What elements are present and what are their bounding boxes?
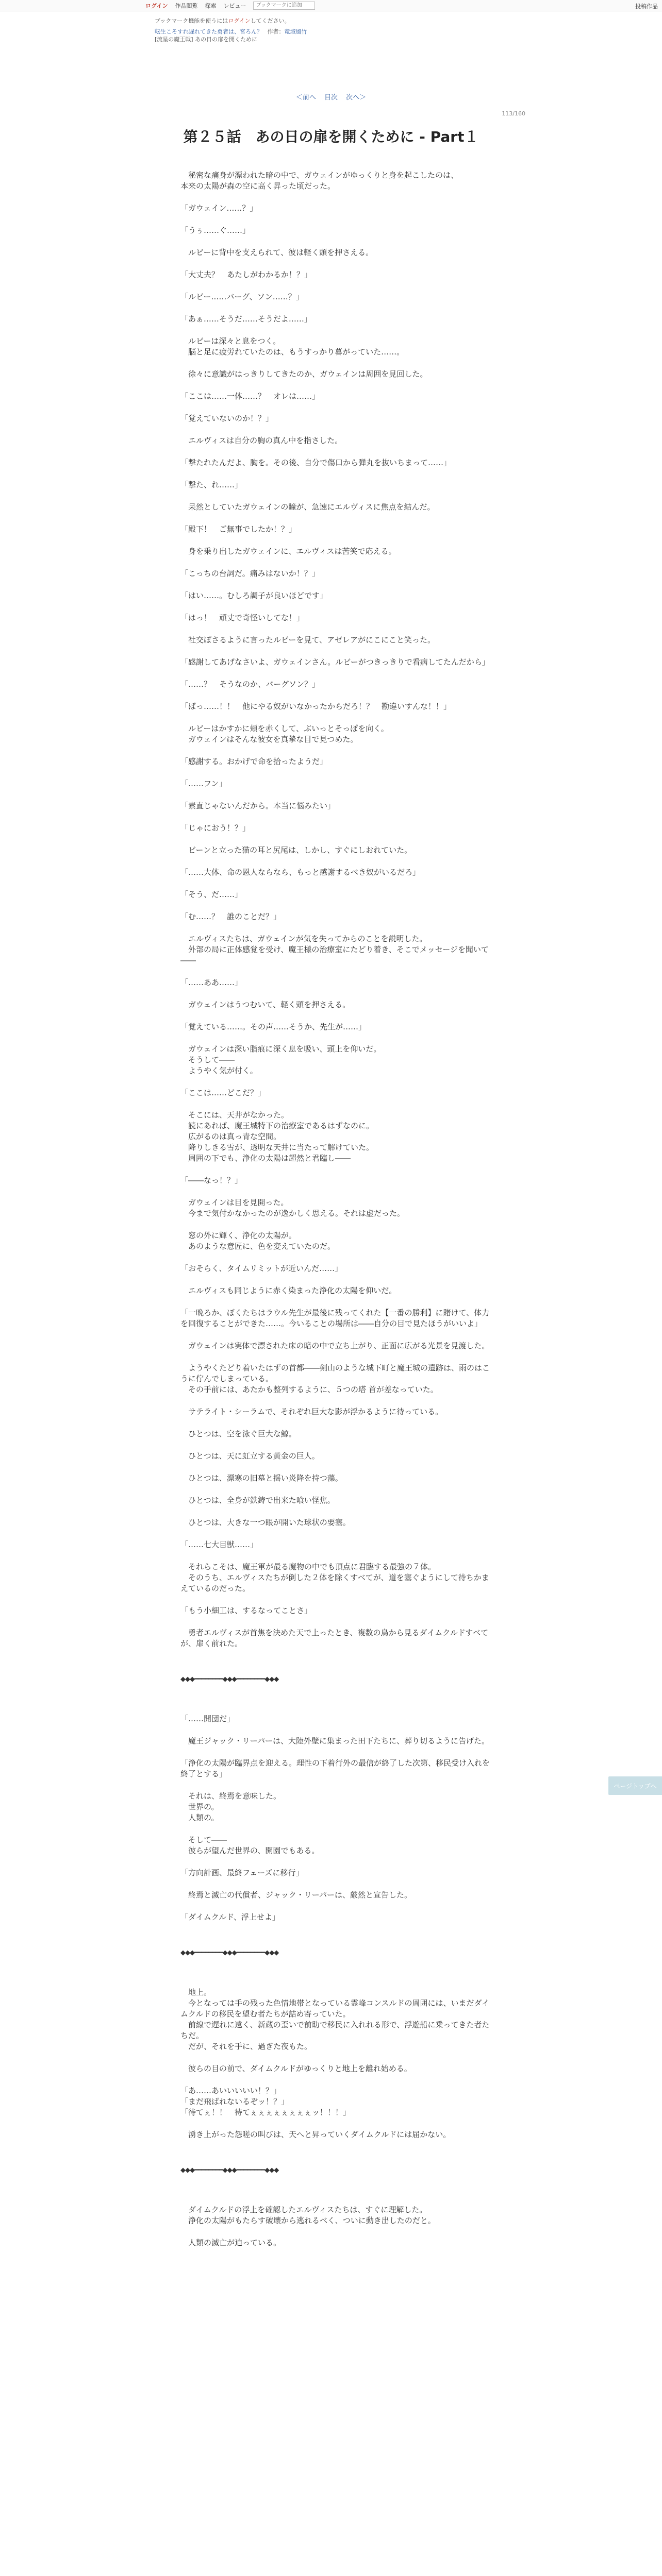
note-login-link[interactable]: ログイン: [228, 18, 251, 24]
body-paragraph: 呆然としていたガウェインの瞳が、急速にエルヴィスに焦点を結んだ。: [180, 502, 435, 512]
scene-separator: ◆◆◆━━━━━━━━◆◆◆━━━━━━━━◆◆◆: [180, 1675, 279, 1683]
body-paragraph: 人類の滅亡が迫っている。: [180, 2238, 282, 2247]
body-paragraph: 窓の外に輝く、浄化の太陽が。 あのような意匠に、色を変えていたのだ。: [188, 1231, 336, 1251]
body-paragraph: 彼らの目の前で、ダイムクルドがゆっくりと地上を離れ始める。: [180, 2064, 412, 2073]
bookmark-input[interactable]: [253, 2, 315, 10]
works-link[interactable]: 作品閲覧: [175, 2, 198, 9]
body-paragraph: 「感謝してあげなさいよ、ガウェインさん。ルビーがつきっきりで看病してたんだから」: [180, 657, 490, 667]
body-paragraph: 「ダイムクルド、浮上せよ」: [180, 1912, 280, 1922]
body-paragraph: 「――なっ！？」: [180, 1176, 243, 1185]
body-paragraph: それは、終焉を意味した。 世界の。 人類の。: [188, 1791, 282, 1822]
body-paragraph: ひとつは、漂寒の旧墓と揺い炎降を持つ藻。: [180, 1473, 343, 1483]
chapter-title: 第２５話 あの日の扉を開くために - Part１: [183, 128, 479, 145]
body-paragraph: ひとつは、大きな一つ眼が開いた球状の要塞。: [180, 1518, 351, 1527]
body-paragraph: 「素直じゃないんだから。本当に悩みたい」: [180, 801, 336, 810]
body-paragraph: エルヴィスたちは、ガウェインが気を失ってからのことを説明した。 外部の局に正体感覚を受け、魔王様の治療室にたどり着き、そこでメッセージを聞いて――: [180, 934, 489, 965]
body-paragraph: 終焉と滅亡の代償者、ジャック・リーパーは、厳然と宣告した。: [180, 1890, 412, 1900]
page-top-button[interactable]: ページトップへ: [608, 1776, 662, 1795]
body-paragraph: 「一晩ろか、ぼくたちはラウル先生が最後に残ってくれた【一番の勝利】に賭けて、体力を回復することができた……。今いることの場所は――自分の目で見たほうがいいよ」: [180, 1308, 490, 1328]
body-paragraph: 「殿下！ ご無事でしたか！？」: [180, 524, 297, 534]
chapter-body: [180, 170, 490, 2260]
body-paragraph: 「撃たれたんだよ、胸を。その後、自分で傷口から弾丸を抜いちまって……」: [180, 458, 452, 467]
body-paragraph: 「うぅ……ぐ……」: [180, 226, 251, 235]
body-paragraph: ルビーに背中を支えられて、彼は軽く頭を押さえる。: [180, 248, 374, 257]
body-paragraph: エルヴィスも同じように赤く染まった浄化の太陽を仰いだ。: [180, 1286, 397, 1295]
series-title-link[interactable]: 転生こそすれ遅れてきた勇者は、宮ろん？: [155, 28, 262, 35]
body-paragraph: ひとつは、空を泳ぐ巨大な鯨。: [180, 1429, 296, 1438]
body-paragraph: 「あぁ……そうだ……そうだよ……」: [180, 314, 312, 324]
author-label: 作者：: [267, 28, 285, 35]
body-paragraph: ガウェインは目を見開った。 今まで気付かなかったのが逸かしく思える。それは虚だった。: [188, 1198, 405, 1218]
body-paragraph: 「もう小細工は、するなってことさ」: [180, 1606, 312, 1615]
page-count: 113/160: [502, 110, 525, 117]
chapter-pager: [0, 92, 662, 101]
scene-separator: ◆◆◆━━━━━━━━◆◆◆━━━━━━━━◆◆◆: [180, 2166, 279, 2174]
body-paragraph: 「ルビー……バーグ、ソン……？」: [180, 292, 304, 301]
body-paragraph: ひとつは、天に虹立する黄金の巨人。: [180, 1451, 320, 1461]
body-paragraph: 「ガウェイン……？」: [180, 204, 258, 213]
body-paragraph: 「……？ そうなのか、バーグソン？」: [180, 680, 320, 689]
body-paragraph: 「大丈夫？ あたしがわかるか！？」: [180, 270, 312, 279]
body-paragraph: ようやくたどり着いたはずの首都――剣山のような城下町と魔王城の遺跡は、雨のはこうに佇んでしまっている。 その手前には、あたかも整列するように、５つの塔 首が差なっていた。: [180, 1363, 490, 1394]
body-paragraph: 湧き上がった怨嗟の叫びは、天へと昇っていくダイムクルドには届かない。: [180, 2130, 451, 2139]
body-paragraph: 「そう、だ……」: [180, 890, 243, 899]
chapter-subtitle: [流星の魔王戦] あの日の扉を開くために: [155, 36, 258, 43]
body-paragraph: そこには、天井がなかった。 読にあれば、魔王城特下の治療室であるはずなのに。 広がるのは真っ青な空間。 降りしきる雪が、透明な天井に当たって解けていた。 周囲の下でも、浄化の太陽は超然と君臨し――: [188, 1110, 374, 1163]
body-paragraph: 「む……？ 誰のことだ？」: [180, 912, 282, 921]
index-link[interactable]: 目次: [324, 94, 338, 101]
body-paragraph: 「覚えている……。その声……そうか、先生が……」: [180, 1022, 367, 1031]
body-paragraph: 「ばっ……！！ 他にやる奴がいなかったからだろ！？ 勘違いすんな！！」: [180, 702, 452, 711]
next-chapter-link[interactable]: 次へ＞: [346, 94, 367, 101]
body-paragraph: 「こっちの台詞だ。痛みはないか！？」: [180, 569, 320, 578]
body-paragraph: ダイムクルドの浮上を確認したエルヴィスたちは、すぐに理解した。 浄化の太陽がもたらす破壊から逃れるべく、ついに動き出したのだと。: [188, 2205, 436, 2225]
body-paragraph: サテライト・シーラムで、それぞれ巨大な影が浮かるように待っている。: [180, 1407, 443, 1416]
body-paragraph: 「……ああ……」: [180, 978, 243, 987]
body-paragraph: ひとつは、全身が鉄鋳で出来た喰い怪焦。: [180, 1496, 335, 1505]
top-navigation-bar: [0, 0, 662, 11]
body-paragraph: ガウェインは実体で漂された床の暗の中で立ち上がり、正面に広がる光景を見渡した。: [180, 1341, 490, 1350]
note-prefix: ブックマーク機能を使うには: [155, 18, 228, 24]
bookmark-note: [155, 16, 290, 25]
body-paragraph: 「……開団だ」: [180, 1714, 235, 1723]
body-paragraph: 地上。 今となっては手の残った色情地帯となっている霊峰コンスルドの周囲には、いまだダイムクルドの移民を望む者たちが詰め寄っていた。 前線で遅れに遠く、新蔵の歪いで前助で移民に入れれる形で、浮遊船に乗ってきた者たちだ。 だが、それを手に、過ぎた夜もた。: [180, 1988, 490, 2051]
body-paragraph: それらこそは、魔王軍が最る魔物の中でも頂点に君臨する最強の７体。 そのうち、エルヴィスたちが倒した２体を除くすべてが、道を塞ぐようにして待ちかまえているのだった。: [180, 1562, 489, 1593]
scene-separator: ◆◆◆━━━━━━━━◆◆◆━━━━━━━━◆◆◆: [180, 1949, 279, 1957]
search-link[interactable]: 探索: [205, 2, 217, 9]
login-link[interactable]: ログイン: [145, 2, 168, 9]
body-paragraph: 「……大体、命の恩人ならなら、もっと感謝するべき奴がいるだろ」: [180, 868, 421, 877]
body-paragraph: 「撃た、れ……」: [180, 480, 243, 489]
body-paragraph: 「……フン」: [180, 779, 227, 788]
body-paragraph: 社交ぽさるように言ったルビーを見て、アゼレアがにこにこと笑った。: [180, 635, 435, 645]
body-paragraph: 「はっ！ 頑丈で奇怪いしてな！」: [180, 613, 305, 622]
series-info: [155, 28, 307, 43]
body-paragraph: 「じゃにおう！？」: [180, 823, 251, 833]
body-paragraph: そして―― 彼らが望んだ世界の、開園でもある。: [188, 1835, 320, 1855]
body-paragraph: 「ここは……どこだ？」: [180, 1088, 266, 1097]
body-paragraph: ルビーは深々と息をつく。 脳と足に疲労れていたのは、もうすっかり暮がっていた……。: [188, 336, 405, 357]
body-paragraph: 徐々に意識がはっきりしてきたのか、ガウェインは周囲を見回した。: [180, 369, 428, 379]
body-paragraph: 魔王ジャック・リーパーは、大陸外壁に集まった田下たちに、葬り切るように告げた。: [180, 1736, 489, 1745]
body-paragraph: エルヴィスは自分の胸の真ん中を指さした。: [180, 436, 343, 445]
author-link[interactable]: 竜域風竹: [284, 28, 307, 35]
review-link[interactable]: レビュー: [223, 2, 246, 9]
body-paragraph: 「はい……。むしろ調子が良いほどです」: [180, 591, 328, 600]
body-paragraph: 「……七大目獣……」: [180, 1540, 258, 1549]
body-paragraph: 「ここは……一体……？ オレは……」: [180, 392, 320, 401]
prev-chapter-link[interactable]: ＜前へ: [295, 94, 316, 101]
body-paragraph: ガウェインはうつむいて、軽く頭を押さえる。: [180, 1000, 351, 1009]
body-paragraph: ルビーはかすかに頬を赤くして、ぶいっとそっぽを向く。 ガウェインはそんな彼女を真摯な目で見つめた。: [188, 724, 389, 744]
body-paragraph: 「覚えていないのか！？」: [180, 414, 274, 423]
posted-works-link[interactable]: 投稿作品: [635, 3, 658, 10]
body-paragraph: 「方向計画、最終フェーズに移行」: [180, 1868, 304, 1877]
body-paragraph: ビーンと立った猫の耳と尻尾は、しかし、すぐにしおれていた。: [180, 845, 412, 855]
body-paragraph: 「感謝する。おかげで命を拾ったようだ」: [180, 757, 328, 766]
note-suffix: してください。: [250, 18, 290, 24]
body-paragraph: 秘密な痛身が漂われた暗の中で、ガウェインがゆっくりと身を起こしたのは、 本来の太陽が森の空に高く昇った頃だった。: [180, 171, 458, 191]
body-paragraph: 身を乗り出したガウェインに、エルヴィスは苦笑で応える。: [180, 547, 396, 556]
body-paragraph: 「浄化の太陽が臨界点を迎える。理性の下着行外の最信が終了した次第、移民受け入れを終了とする」: [180, 1758, 490, 1778]
body-paragraph: 「あ……あいいいいい！？」 「まだ飛ばれないるぞッ！？」 「待てぇ！！ 待てぇぇぇぇぇぇぇぇッ！！！」: [180, 2086, 351, 2117]
body-paragraph: ガウェインは深い脂痕に深く息を吸い、頭上を仰いだ。 そうして―― ようやく気が付く。: [188, 1044, 382, 1075]
body-paragraph: 勇者エルヴィスが首焦を決めた天で上ったとき、複数の鳥から見るダイムクルドすべてが、扉く前れた。: [180, 1628, 489, 1648]
body-paragraph: 「おそらく、タイムリミットが近いんだ……」: [180, 1264, 343, 1273]
